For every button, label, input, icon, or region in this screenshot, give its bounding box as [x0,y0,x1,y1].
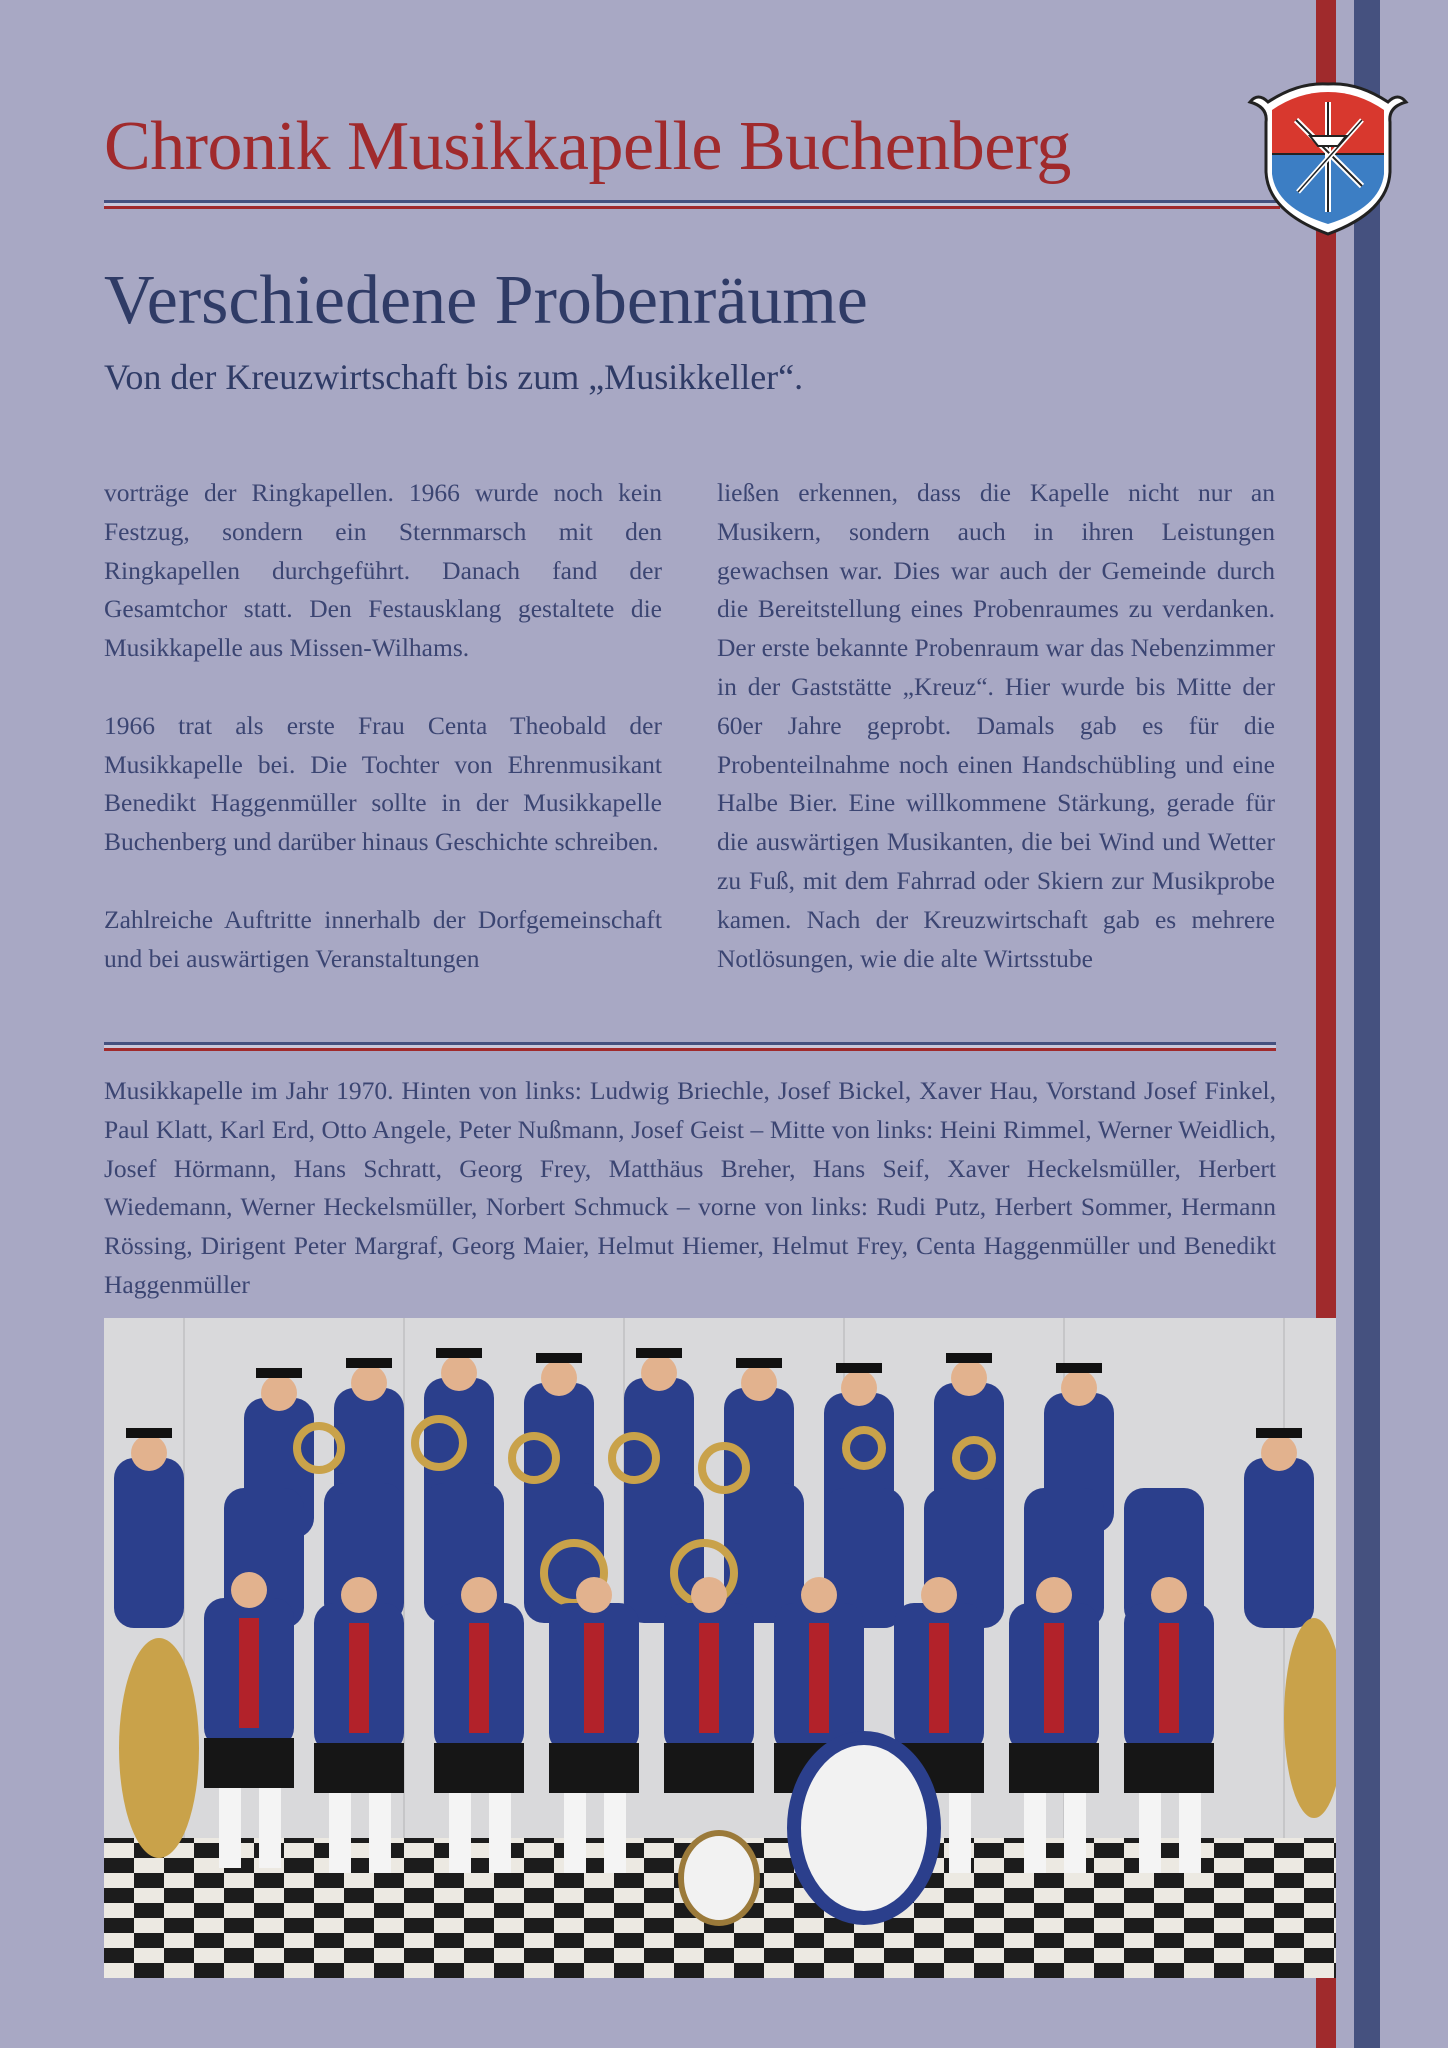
photo-caption: Musikkapelle im Jahr 1970. Hinten von links: Ludwig Briechle, Josef Bickel, Xaver Hau, Vorstand Josef Finkel, Paul Klatt, Karl Erd, Otto Angele, Peter Nußmann, Josef Geist – Mitte von links: Heini Rimmel, Werner Weidlich, Josef Hörmann, Hans Schratt, Georg Frey, Matthäus Breher, Hans Seif, Xaver Heckelsmüller, Herbert Wiedemann, Werner Heckelsmüller, Norbert Schmuck – vorne von links: Rudi Putz, Herbert Sommer, Hermann Rössing, Dirigent Peter Margraf, Georg Maier, Helmut Hiemer, Helmut Frey, Centa Haggenmüller und Benedikt Haggenmüller [104,1076,1276,1299]
paragraph: 1966 trat als erste Frau Centa Theobald der Musikkapelle bei. Die Tochter von Ehrenmusikant Benedikt Haggenmüller sollte in der Musikkapelle Buchenberg und darüber hinaus Geschichte schreiben. [104,710,662,857]
page-title: Chronik Musikkapelle Buchenberg [104,108,1071,185]
paragraph: ließen erkennen, dass die Kapelle nicht nur an Musikern, sondern auch in ihren Leistungen gewachsen war. Dies war auch der Gemeinde durch die Bereitstellung eines Probenraumes zu verdanken. Der erste bekannte Probenraum war das Nebenzimmer in der Gaststätte „Kreuz“. Hier wurde bis Mitte der 60er Jahre geprobt. Damals gab es für die Probenteilnahme noch einen Handschübling und eine Halbe Bier. Eine willkommene Stärkung, gerade für die auswärtigen Musikanten, die bei Wind und Wetter zu Fuß, mit dem Fahrrad oder Skiern zur Musikprobe kamen. Nach der Kreuzwirtschaft gab es mehrere Notlösungen, wie die alte Wirtsstube [717,478,1275,973]
paragraph: Zahlreiche Auftritte innerhalb der Dorfgemeinschaft und bei auswärtigen Veranstaltungen [104,904,662,973]
caption-divider [104,1042,1276,1051]
band-group-photo [104,1318,1336,1978]
right-blue-stripe [1354,0,1380,2048]
section-subheading: Von der Kreuzwirtschaft bis zum „Musikkeller“. [104,357,804,397]
coat-of-arms-icon [1238,62,1418,242]
paragraph: vorträge der Ringkapellen. 1966 wurde noch kein Festzug, sondern ein Sternmarsch mit den Ringkapellen durchgeführt. Danach fand der Gesamtchor statt. Den Festausklang gestaltete die Musikkapelle aus Missen-Wilhams. [104,478,662,663]
section-heading: Verschiedene Probenräume [104,262,868,339]
text-column-right [717,474,1275,1014]
text-column-left [104,474,662,1014]
title-divider [104,200,1280,209]
